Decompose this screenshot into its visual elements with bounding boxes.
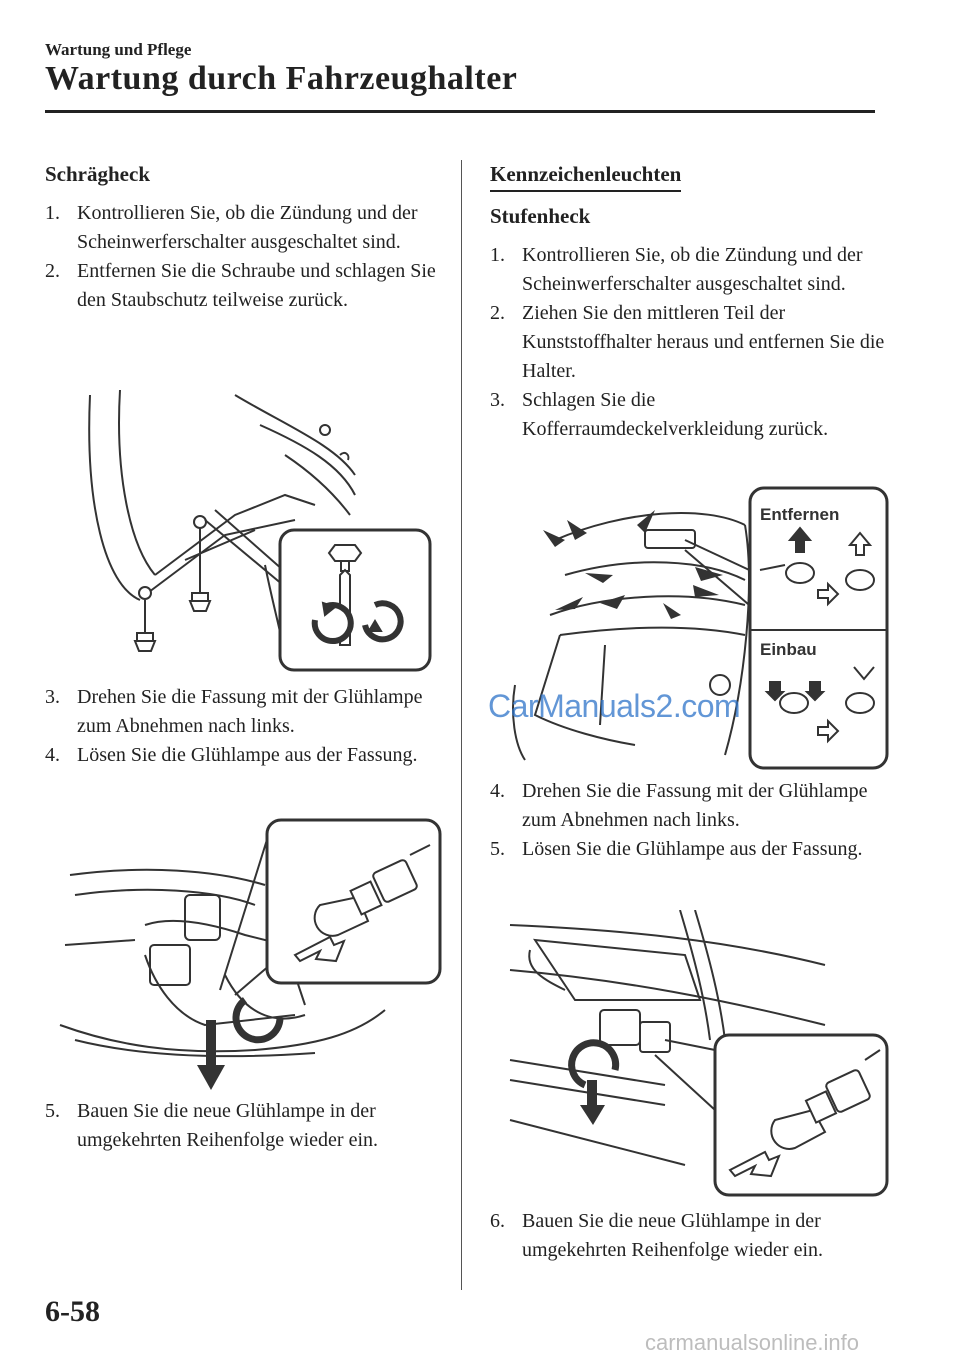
watermark: CarManuals2.com	[488, 688, 741, 724]
step-item: 5. Bauen Sie die neue Glühlampe in der umgekehrten Reihenfolge wieder ein.	[45, 1100, 378, 1151]
step-item: 2. Ziehen Sie den mittleren Teil der Kunststoffhalter heraus und entfernen Sie die Halter.	[490, 302, 885, 382]
install-label: Einbau	[760, 640, 817, 659]
step-item: 1. Kontrollieren Sie, ob die Zündung und der Scheinwerferschalter ausgeschaltet sind.	[490, 244, 863, 295]
section-heading: Kennzeichenleuchten	[490, 160, 681, 192]
step-item: 3. Drehen Sie die Fassung mit der Glühlampe zum Abnehmen nach links.	[45, 686, 423, 737]
right-column-end	[490, 1207, 890, 1265]
page-title: Wartung durch Fahrzeughalter	[45, 60, 518, 97]
step-item: 2. Entfernen Sie die Schraube und schlagen Sie den Staubschutz teilweise zurück.	[45, 260, 436, 311]
page-number: 6-58	[45, 1295, 100, 1328]
left-column-end	[45, 1097, 445, 1155]
left-column-intro	[45, 160, 445, 315]
trunk-lining-illustration	[505, 485, 890, 770]
bulb-socket-illustration	[55, 815, 445, 1090]
step-item: 5. Lösen Sie die Glühlampe aus der Fassung.	[490, 838, 863, 860]
column-divider	[461, 160, 462, 1290]
step-item: 4. Lösen Sie die Glühlampe aus der Fassung.	[45, 744, 418, 766]
step-item: 6. Bauen Sie die neue Glühlampe in der umgekehrten Reihenfolge wieder ein.	[490, 1210, 823, 1261]
title-rule	[45, 110, 875, 113]
step-item: 4. Drehen Sie die Fassung mit der Glühlampe zum Abnehmen nach links.	[490, 780, 868, 831]
remove-label: Entfernen	[760, 505, 840, 524]
right-subheading: Stufenheck	[490, 204, 591, 228]
license-lamp-illustration	[505, 910, 890, 1200]
left-column-middle	[45, 683, 445, 770]
step-item: 3. Schlagen Sie die Kofferraumdeckelverkleidung zurück.	[490, 389, 829, 440]
step-item: 1. Kontrollieren Sie, ob die Zündung und der Scheinwerferschalter ausgeschaltet sind.	[45, 202, 418, 253]
right-column-intro	[490, 160, 890, 444]
right-column-middle	[490, 777, 890, 864]
section-label: Wartung und Pflege	[45, 40, 192, 59]
left-subheading: Schrägheck	[45, 162, 150, 186]
footer-site: carmanualsonline.info	[645, 1330, 860, 1355]
screw-removal-illustration	[85, 385, 440, 675]
